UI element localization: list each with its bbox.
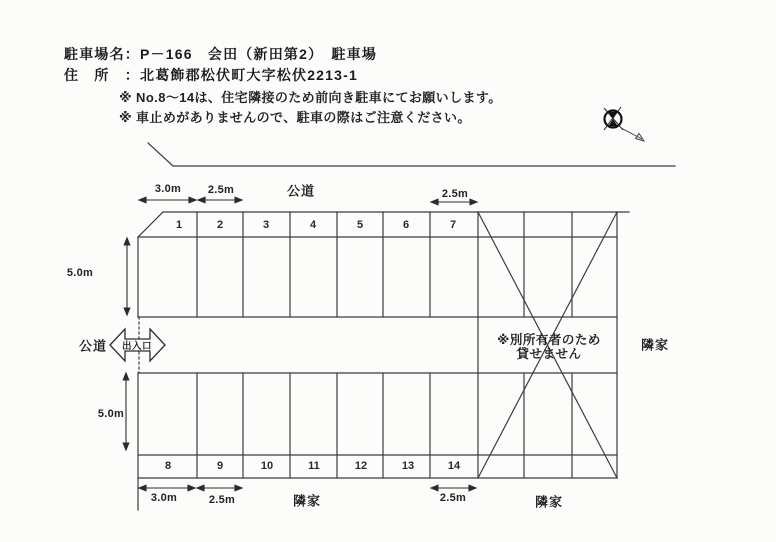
- lot-corner-chamfer: [138, 212, 163, 237]
- stall-number-12: 12: [354, 460, 368, 472]
- dim-arrow-top-3m: [139, 197, 196, 203]
- road-top-label: 公道: [286, 183, 316, 199]
- parking-name-line: 駐車場名：P－166 会田（新田第2） 駐車場: [64, 46, 378, 62]
- dim-label-bottom-right-2-5m: 2.5m: [439, 492, 467, 504]
- unavailable-note: [497, 333, 601, 361]
- note-front-in-parking: ※ No.8～14は、住宅隣接のため前向き駐車にてお願いします。: [119, 90, 502, 105]
- dim-arrow-left-upper-5m: [124, 238, 130, 315]
- neighbor-bottom-label: 隣家: [292, 493, 322, 509]
- road-edge-line: [148, 143, 675, 166]
- dim-label-top-2-5m: 2.5m: [207, 184, 235, 196]
- dim-arrow-bottom-2-5m: [197, 485, 242, 491]
- stall-number-9: 9: [216, 460, 224, 472]
- dim-arrow-bottom-right-2-5m: [431, 485, 476, 491]
- unavailable-note-line1: ※別所有者のため: [497, 333, 601, 347]
- neighbor-right-label: 隣家: [640, 337, 670, 353]
- neighbor-bottom-right-label: 隣家: [534, 494, 564, 510]
- dim-arrow-bottom-3m: [139, 485, 195, 491]
- stall-number-11: 11: [308, 460, 320, 472]
- dim-label-top-3m: 3.0m: [154, 183, 182, 195]
- note-no-wheel-stopper: ※ 車止めがありませんので、駐車の際はご注意ください。: [119, 110, 471, 125]
- stall-number-8: 8: [164, 460, 172, 472]
- dim-label-top-right-2-5m: 2.5m: [441, 188, 469, 200]
- stall-number-7: 7: [449, 219, 457, 231]
- stall-number-6: 6: [402, 219, 410, 231]
- unavailable-note-line2: 貸せません: [516, 347, 582, 361]
- stall-number-1: 1: [175, 219, 183, 231]
- stall-number-10: 10: [260, 460, 274, 472]
- dim-arrow-top-2-5m: [198, 197, 242, 203]
- entrance-label: 出入口: [121, 341, 153, 352]
- dim-label-bottom-3m: 3.0m: [150, 492, 178, 504]
- stall-number-4: 4: [309, 219, 317, 231]
- north-compass-icon: [604, 107, 644, 141]
- dim-arrow-top-right-2-5m: [431, 199, 477, 205]
- address-line: 住 所 ：北葛飾郡松伏町大字松伏2213-1: [64, 67, 358, 83]
- dim-label-bottom-2-5m: 2.5m: [208, 494, 236, 506]
- road-left-label: 公道: [78, 338, 108, 354]
- stall-number-2: 2: [216, 219, 224, 231]
- stall-number-13: 13: [401, 460, 415, 472]
- stall-number-5: 5: [356, 219, 364, 231]
- stall-number-14: 14: [447, 460, 461, 472]
- dim-label-left-upper-5m: 5.0m: [66, 267, 94, 279]
- dim-label-left-lower-5m: 5.0m: [97, 408, 125, 420]
- stall-number-3: 3: [262, 219, 270, 231]
